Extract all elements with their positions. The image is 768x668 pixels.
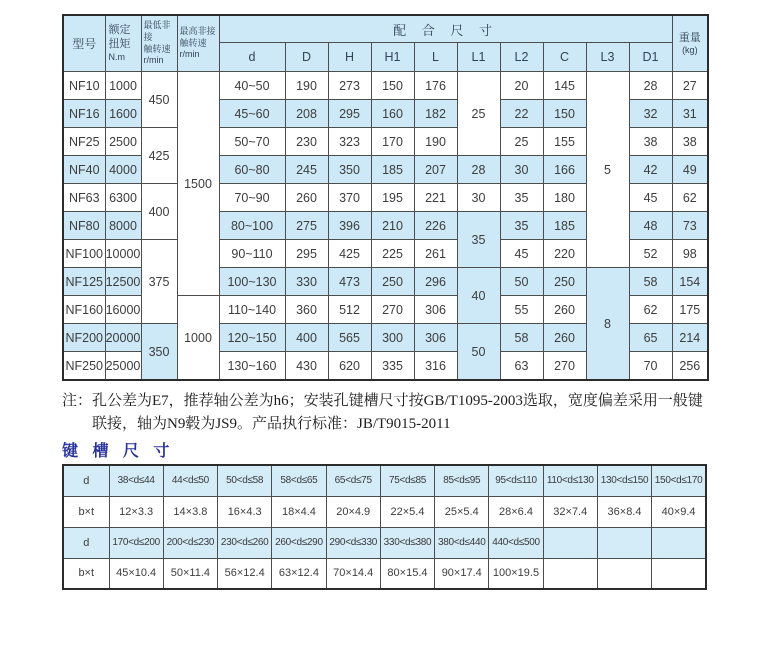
weight-unit: (kg)	[682, 44, 698, 55]
keyway-cell	[543, 558, 597, 589]
spec-cell: 295	[328, 100, 371, 128]
col-header-model: 型号	[63, 15, 105, 72]
spec-cell: 50	[457, 324, 500, 381]
spec-cell: 185	[371, 156, 414, 184]
spec-cell: 60~80	[219, 156, 285, 184]
keyway-cell: 58<d≤65	[272, 465, 326, 496]
spec-cell: 25	[457, 72, 500, 156]
keyway-cell: 36×8.4	[597, 496, 651, 527]
spec-cell: 295	[285, 240, 328, 268]
spec-cell: 55	[500, 296, 543, 324]
spec-cell: 230	[285, 128, 328, 156]
keyway-cell: 40×9.4	[652, 496, 706, 527]
max-speed-unit: r/min	[179, 49, 200, 60]
keyway-cell: 28×6.4	[489, 496, 543, 527]
spec-cell: 190	[285, 72, 328, 100]
keyway-cell: 110<d≤130	[543, 465, 597, 496]
keyway-cell: 100×19.5	[489, 558, 543, 589]
keyway-cell: 50×11.4	[163, 558, 217, 589]
spec-cell: NF16	[63, 100, 105, 128]
spec-cell: NF63	[63, 184, 105, 212]
keyway-cell: 440<d≤500	[489, 527, 543, 558]
spec-cell: 5	[586, 72, 629, 268]
spec-cell: 6300	[105, 184, 141, 212]
max-speed-line2: 触转速	[179, 37, 207, 48]
spec-cell: 80~100	[219, 212, 285, 240]
spec-cell: 350	[141, 324, 177, 381]
spec-cell: 70	[629, 352, 672, 381]
spec-cell: 207	[414, 156, 457, 184]
spec-cell: 260	[543, 296, 586, 324]
spec-cell: 425	[328, 240, 371, 268]
spec-cell: 270	[371, 296, 414, 324]
col-header-max-speed	[177, 15, 219, 72]
spec-cell: 220	[543, 240, 586, 268]
spec-cell: 1600	[105, 100, 141, 128]
spec-cell: NF40	[63, 156, 105, 184]
spec-cell: NF160	[63, 296, 105, 324]
spec-cell: 176	[414, 72, 457, 100]
keyway-row-3	[63, 558, 706, 589]
keyway-cell: 25×5.4	[435, 496, 489, 527]
spec-cell: 473	[328, 268, 371, 296]
spec-cell: 250	[371, 268, 414, 296]
col-header-fit-dimensions: 配 合 尺 寸	[219, 15, 672, 43]
weight-label: 重量	[678, 31, 701, 44]
keyway-cell: 16×4.3	[218, 496, 272, 527]
fit-col-H: H	[328, 43, 371, 72]
spec-cell: 45~60	[219, 100, 285, 128]
keyway-section-title: 键 槽 尺 寸	[62, 443, 175, 460]
keyway-cell: 230<d≤260	[218, 527, 272, 558]
keyway-cell: 56×12.4	[218, 558, 272, 589]
keyway-cell: 38<d≤44	[109, 465, 163, 496]
spec-cell: 565	[328, 324, 371, 352]
keyway-cell	[652, 558, 706, 589]
spec-cell: NF125	[63, 268, 105, 296]
spec-cell: 20000	[105, 324, 141, 352]
spec-cell: 52	[629, 240, 672, 268]
keyway-cell: 22×5.4	[380, 496, 434, 527]
spec-cell: 430	[285, 352, 328, 381]
max-speed-line1: 最高非接	[179, 25, 216, 36]
spec-cell: 190	[414, 128, 457, 156]
keyway-cell: 32×7.4	[543, 496, 597, 527]
spec-cell: 214	[672, 324, 708, 352]
spec-cell: 210	[371, 212, 414, 240]
keyway-cell	[652, 527, 706, 558]
keyway-cell	[597, 527, 651, 558]
spec-cell: 49	[672, 156, 708, 184]
spec-cell: 38	[629, 128, 672, 156]
keyway-cell: 90×17.4	[435, 558, 489, 589]
spec-cell: 335	[371, 352, 414, 381]
spec-cell: 306	[414, 324, 457, 352]
spec-cell: 260	[285, 184, 328, 212]
spec-cell: NF100	[63, 240, 105, 268]
spec-row-NF10	[63, 72, 708, 100]
fit-col-D: D	[285, 43, 328, 72]
spec-cell: 375	[141, 240, 177, 324]
spec-cell: 145	[543, 72, 586, 100]
spec-cell: 150	[371, 72, 414, 100]
keyway-cell: 44<d≤50	[163, 465, 217, 496]
spec-cell: 370	[328, 184, 371, 212]
spec-table-header	[63, 15, 708, 72]
spec-cell: 30	[500, 156, 543, 184]
spec-cell: 512	[328, 296, 371, 324]
spec-cell: 400	[141, 184, 177, 240]
keyway-row-label: b×t	[63, 496, 109, 527]
keyway-cell: 20×4.9	[326, 496, 380, 527]
keyway-table-body	[63, 465, 706, 589]
spec-cell: 45	[500, 240, 543, 268]
fit-col-L3: L3	[586, 43, 629, 72]
spec-cell: 100~130	[219, 268, 285, 296]
spec-cell: 150	[543, 100, 586, 128]
spec-table-body	[63, 72, 708, 381]
spec-cell: 225	[371, 240, 414, 268]
keyway-cell: 14×3.8	[163, 496, 217, 527]
spec-cell: 42	[629, 156, 672, 184]
spec-cell: NF200	[63, 324, 105, 352]
spec-cell: 28	[457, 156, 500, 184]
spec-cell: 22	[500, 100, 543, 128]
spec-cell: 2500	[105, 128, 141, 156]
footnote-line2: 联接，轴为N9毂为JS9。产品执行标准：JB/T9015-2011	[92, 416, 451, 432]
spec-cell: 40~50	[219, 72, 285, 100]
spec-cell: 8000	[105, 212, 141, 240]
keyway-cell: 75<d≤85	[380, 465, 434, 496]
keyway-cell: 260<d≤290	[272, 527, 326, 558]
spec-cell: 450	[141, 72, 177, 128]
spec-cell: 30	[457, 184, 500, 212]
keyway-cell: 12×3.3	[109, 496, 163, 527]
fit-col-L1: L1	[457, 43, 500, 72]
footnote-line1: 注：孔公差为E7，推荐轴公差为h6；安装孔键槽尺寸按GB/T1095-2003选取，宽度偏差采用一般键	[62, 393, 703, 409]
spec-cell: 120~150	[219, 324, 285, 352]
spec-cell: 396	[328, 212, 371, 240]
spec-cell: 221	[414, 184, 457, 212]
col-header-torque	[105, 15, 141, 72]
spec-cell: 98	[672, 240, 708, 268]
spec-cell: 45	[629, 184, 672, 212]
spec-cell: 208	[285, 100, 328, 128]
spec-cell: 180	[543, 184, 586, 212]
spec-cell: 323	[328, 128, 371, 156]
spec-cell: 70~90	[219, 184, 285, 212]
fit-col-H1: H1	[371, 43, 414, 72]
fit-col-d: d	[219, 43, 285, 72]
keyway-cell: 18×4.4	[272, 496, 326, 527]
spec-cell: 8	[586, 268, 629, 381]
spec-cell: 350	[328, 156, 371, 184]
spec-cell: 155	[543, 128, 586, 156]
keyway-cell	[597, 558, 651, 589]
torque-label-line2: 扭矩	[108, 37, 131, 50]
spec-cell: 256	[672, 352, 708, 381]
spec-cell: 620	[328, 352, 371, 381]
spec-cell: 20	[500, 72, 543, 100]
spec-cell: 62	[672, 184, 708, 212]
keyway-cell: 200<d≤230	[163, 527, 217, 558]
keyway-row-2	[63, 527, 706, 558]
spec-cell: 90~110	[219, 240, 285, 268]
spec-cell: 166	[543, 156, 586, 184]
keyway-cell: 80×15.4	[380, 558, 434, 589]
spec-cell: 400	[285, 324, 328, 352]
spec-cell: 330	[285, 268, 328, 296]
spec-cell: 50	[500, 268, 543, 296]
keyway-cell: 290<d≤330	[326, 527, 380, 558]
torque-unit: N.m	[108, 51, 125, 62]
spec-cell: 250	[543, 268, 586, 296]
spec-cell: 170	[371, 128, 414, 156]
footnote	[62, 390, 710, 436]
spec-cell: 273	[328, 72, 371, 100]
spec-cell: 50~70	[219, 128, 285, 156]
fit-col-L: L	[414, 43, 457, 72]
spec-cell: 48	[629, 212, 672, 240]
spec-cell: 226	[414, 212, 457, 240]
spec-cell: 110~140	[219, 296, 285, 324]
min-speed-line2: 触转速	[143, 43, 171, 54]
spec-cell: 65	[629, 324, 672, 352]
spec-cell: 175	[672, 296, 708, 324]
keyway-row-1	[63, 496, 706, 527]
spec-cell: 32	[629, 100, 672, 128]
keyway-cell: 330<d≤380	[380, 527, 434, 558]
spec-cell: 195	[371, 184, 414, 212]
spec-cell: 185	[543, 212, 586, 240]
spec-cell: 38	[672, 128, 708, 156]
keyway-cell: 70×14.4	[326, 558, 380, 589]
keyway-cell: 45×10.4	[109, 558, 163, 589]
spec-cell: NF25	[63, 128, 105, 156]
spec-cell: 58	[629, 268, 672, 296]
keyway-cell: 63×12.4	[272, 558, 326, 589]
keyway-row-label: b×t	[63, 558, 109, 589]
spec-cell: 35	[500, 212, 543, 240]
spec-cell: 300	[371, 324, 414, 352]
min-speed-line1: 最低非接	[143, 20, 171, 42]
keyway-row-label: d	[63, 527, 109, 558]
spec-cell: 360	[285, 296, 328, 324]
keyway-table	[62, 464, 707, 590]
spec-cell: 73	[672, 212, 708, 240]
spec-cell: 25	[500, 128, 543, 156]
spec-cell: 16000	[105, 296, 141, 324]
min-speed-unit: r/min	[143, 55, 164, 66]
spec-cell: 160	[371, 100, 414, 128]
spec-cell: 182	[414, 100, 457, 128]
col-header-weight	[672, 15, 708, 72]
keyway-cell: 130<d≤150	[597, 465, 651, 496]
col-header-min-speed	[141, 15, 177, 72]
spec-cell: 28	[629, 72, 672, 100]
keyway-row-label: d	[63, 465, 109, 496]
keyway-cell: 65<d≤75	[326, 465, 380, 496]
spec-cell: 260	[543, 324, 586, 352]
keyway-cell	[543, 527, 597, 558]
spec-cell: 316	[414, 352, 457, 381]
spec-cell: 63	[500, 352, 543, 381]
keyway-cell: 170<d≤200	[109, 527, 163, 558]
spec-cell: 25000	[105, 352, 141, 381]
spec-cell: 4000	[105, 156, 141, 184]
keyway-cell: 50<d≤58	[218, 465, 272, 496]
spec-cell: 27	[672, 72, 708, 100]
spec-cell: 154	[672, 268, 708, 296]
spec-cell: 62	[629, 296, 672, 324]
spec-cell: 296	[414, 268, 457, 296]
keyway-row-0	[63, 465, 706, 496]
spec-cell: 1000	[105, 72, 141, 100]
fit-col-L2: L2	[500, 43, 543, 72]
spec-cell: NF80	[63, 212, 105, 240]
spec-cell: 425	[141, 128, 177, 184]
torque-label-line1: 额定	[108, 24, 131, 37]
spec-cell: 130~160	[219, 352, 285, 381]
spec-cell: 245	[285, 156, 328, 184]
spec-cell: 261	[414, 240, 457, 268]
spec-cell: 40	[457, 268, 500, 324]
fit-col-D1: D1	[629, 43, 672, 72]
spec-cell: 12500	[105, 268, 141, 296]
spec-cell: 31	[672, 100, 708, 128]
spec-cell: 35	[457, 212, 500, 268]
spec-cell: 306	[414, 296, 457, 324]
keyway-cell: 85<d≤95	[435, 465, 489, 496]
spec-cell: NF10	[63, 72, 105, 100]
spec-cell: 58	[500, 324, 543, 352]
spec-cell: 10000	[105, 240, 141, 268]
spec-cell: 270	[543, 352, 586, 381]
keyway-cell: 380<d≤440	[435, 527, 489, 558]
spec-table	[62, 14, 709, 381]
keyway-cell: 95<d≤110	[489, 465, 543, 496]
spec-cell: 1500	[177, 72, 219, 296]
spec-cell: 1000	[177, 296, 219, 381]
spec-cell: 35	[500, 184, 543, 212]
fit-col-C: C	[543, 43, 586, 72]
spec-cell: 275	[285, 212, 328, 240]
keyway-cell: 150<d≤170	[652, 465, 706, 496]
spec-cell: NF250	[63, 352, 105, 381]
